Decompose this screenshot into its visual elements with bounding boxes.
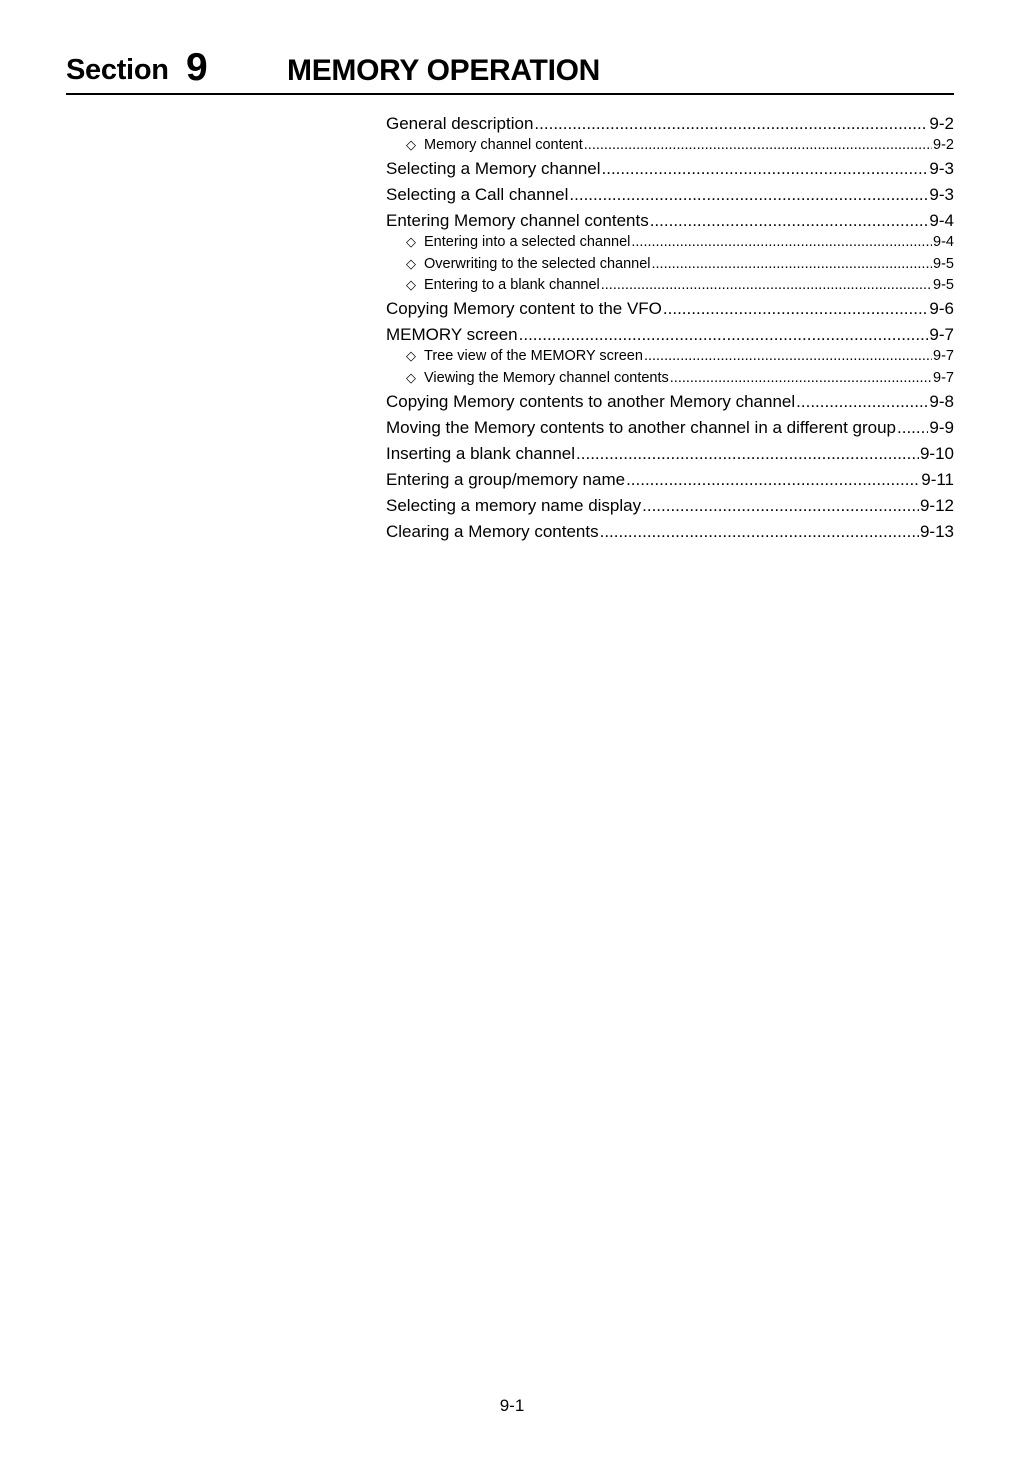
toc-entry-title: Entering Memory channel contents <box>386 210 649 230</box>
dot-leader <box>600 522 919 542</box>
toc-entry-page: 9-4 <box>929 210 954 230</box>
toc-entry-title: Viewing the Memory channel contents <box>424 369 669 386</box>
toc-entry-page: 9-3 <box>929 184 954 204</box>
toc-subentry[interactable] <box>386 370 954 392</box>
toc-entry-page: 9-7 <box>929 325 954 345</box>
toc-entry-page: 9-2 <box>933 137 954 153</box>
section-label: Section <box>66 54 169 86</box>
toc-entry[interactable] <box>386 444 954 470</box>
toc-entry[interactable] <box>386 159 954 185</box>
dot-leader <box>670 370 932 386</box>
toc-entry[interactable] <box>386 299 954 325</box>
toc-entry-page: 9-6 <box>929 299 954 319</box>
dot-leader <box>569 185 928 205</box>
toc-entry-title: General description <box>386 114 534 133</box>
toc-entry-title: Copying Memory content to the VFO <box>386 299 662 319</box>
toc-entry-page: 9-9 <box>929 417 954 437</box>
toc-entry[interactable] <box>386 392 954 418</box>
dot-leader <box>626 470 920 490</box>
dot-leader <box>650 211 929 231</box>
toc-entry-title: Entering into a selected channel <box>424 233 631 250</box>
toc-entry[interactable] <box>386 470 954 496</box>
toc-entry[interactable] <box>386 496 954 522</box>
diamond-bullet-icon: ◇ <box>406 277 416 293</box>
dot-leader <box>897 418 928 438</box>
toc-entry-title: Entering to a blank channel <box>424 277 600 294</box>
toc-entry-title: Inserting a blank channel <box>386 443 576 463</box>
toc-entry-title: Overwriting to the selected channel <box>424 255 651 272</box>
toc-entry-title: Selecting a Memory channel <box>386 158 601 178</box>
toc-entry-page: 9-13 <box>919 521 954 541</box>
toc-entry-page: 9-11 <box>921 469 954 489</box>
toc-entry-title: MEMORY screen <box>386 325 518 345</box>
dot-leader <box>644 348 932 364</box>
dot-leader <box>631 234 932 250</box>
dot-leader <box>663 299 929 319</box>
section-title: MEMORY OPERATION <box>287 54 600 87</box>
diamond-bullet-icon: ◇ <box>406 369 416 385</box>
dot-leader <box>642 496 919 516</box>
toc-entry-title: Clearing a Memory contents <box>386 521 599 541</box>
dot-leader <box>796 392 928 412</box>
table-of-contents <box>386 114 954 548</box>
toc-entry-page: 9-8 <box>929 391 954 411</box>
toc-entry[interactable] <box>386 185 954 211</box>
toc-entry-page: 9-3 <box>929 158 954 178</box>
toc-entry[interactable] <box>386 418 954 444</box>
toc-entry-page: 9-12 <box>919 495 954 515</box>
toc-subentry[interactable] <box>386 348 954 370</box>
toc-entry-title: Moving the Memory contents to another channel in a different group <box>386 417 896 437</box>
toc-entry-page: 9-10 <box>919 443 954 463</box>
toc-entry-page: 9-7 <box>933 348 954 365</box>
diamond-bullet-icon: ◇ <box>406 348 416 364</box>
toc-entry-title: Tree view of the MEMORY screen <box>424 348 643 365</box>
section-number: 9 <box>186 46 208 89</box>
toc-entry-page: 9-5 <box>933 255 954 272</box>
toc-entry-page: 9-7 <box>933 369 954 386</box>
diamond-bullet-icon: ◇ <box>406 255 416 271</box>
dot-leader <box>602 159 929 179</box>
section-header <box>66 44 954 95</box>
toc-subentry[interactable] <box>386 256 954 278</box>
toc-entry[interactable] <box>386 522 954 548</box>
toc-entry-page: 9-5 <box>933 277 954 294</box>
diamond-bullet-icon: ◇ <box>406 137 416 152</box>
toc-subentry[interactable] <box>386 137 954 159</box>
toc-entry-title: Copying Memory contents to another Memory channel <box>386 391 796 411</box>
diamond-bullet-icon: ◇ <box>406 233 416 249</box>
toc-entry-title: Selecting a memory name display <box>386 495 642 515</box>
dot-leader <box>534 114 928 134</box>
toc-subentry[interactable] <box>386 234 954 256</box>
toc-entry-title: Selecting a Call channel <box>386 184 569 204</box>
dot-leader <box>601 277 932 293</box>
toc-entry-title: Memory channel content <box>424 137 583 153</box>
dot-leader <box>652 256 933 272</box>
page-number: 9-1 <box>499 1396 525 1415</box>
toc-entry-page: 9-2 <box>929 114 954 133</box>
dot-leader <box>584 137 932 153</box>
dot-leader <box>576 444 919 464</box>
toc-entry-title: Entering a group/memory name <box>386 469 626 489</box>
toc-subentry[interactable] <box>386 277 954 299</box>
toc-entry-page: 9-4 <box>933 233 954 250</box>
dot-leader <box>519 325 929 345</box>
